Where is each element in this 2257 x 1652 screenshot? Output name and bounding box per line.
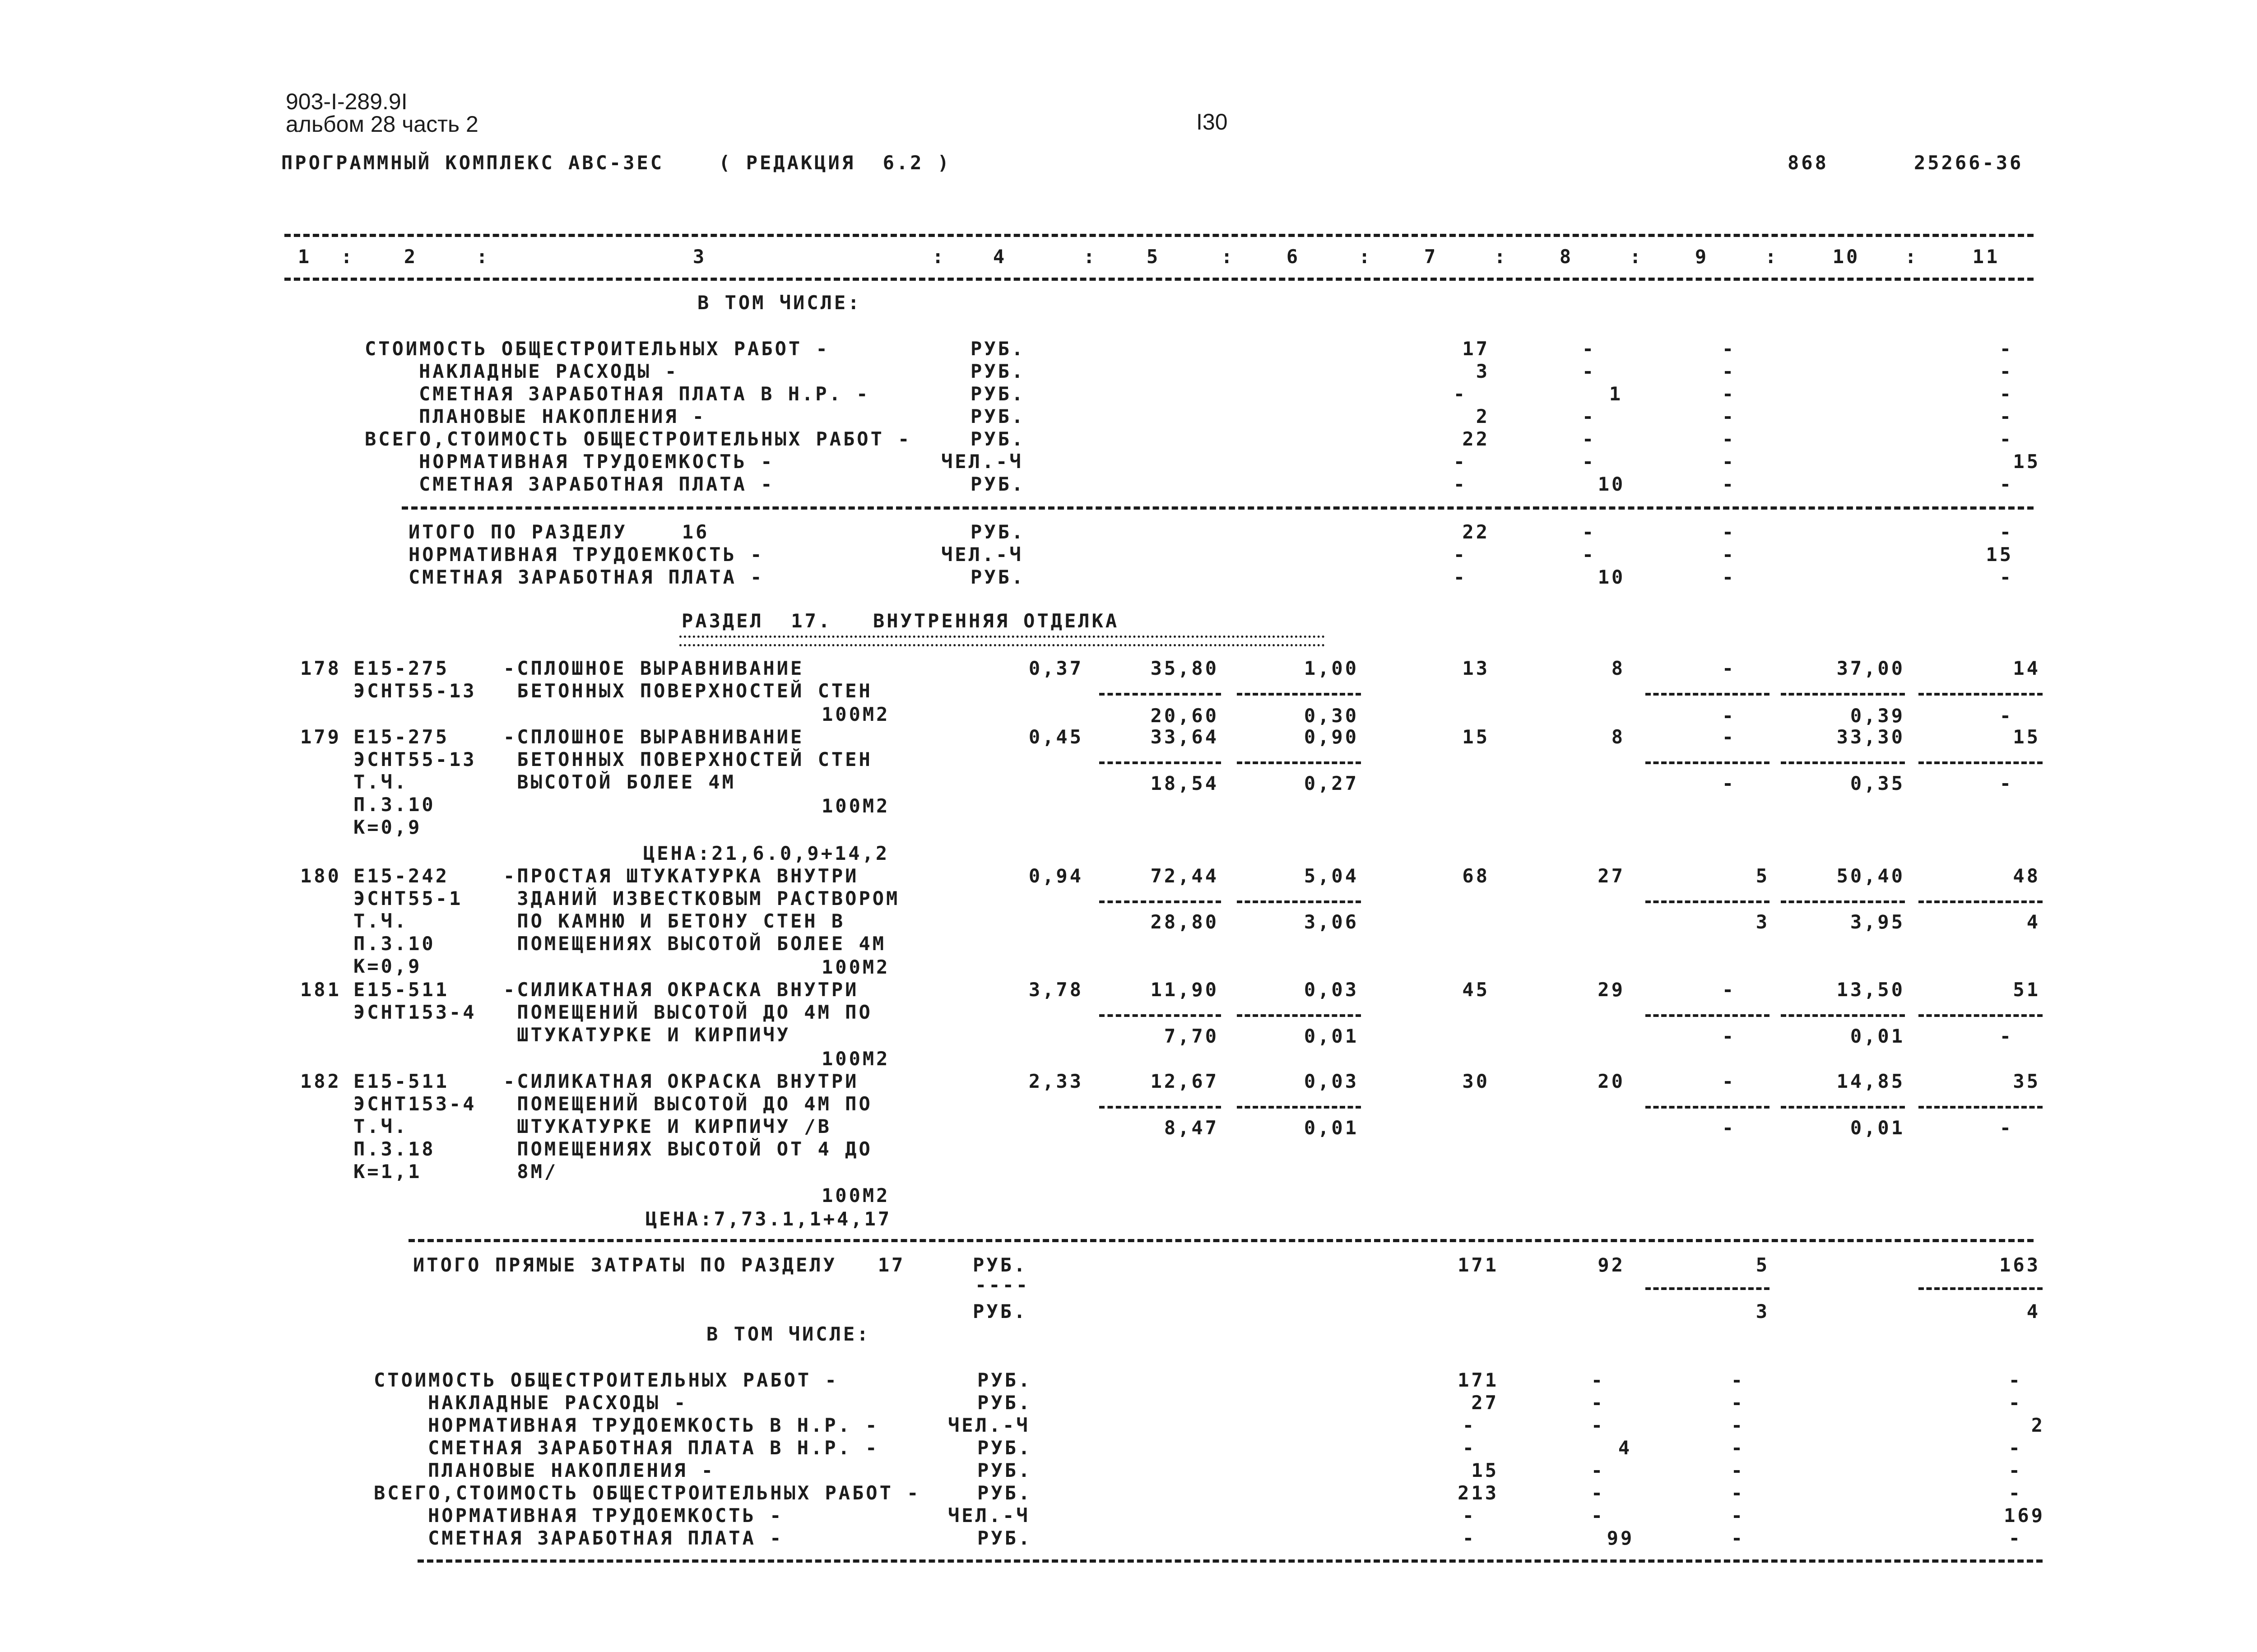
cell-c7: - bbox=[1453, 473, 1467, 495]
item-code: К=1,1 bbox=[353, 1160, 422, 1183]
cell-c7: 30 bbox=[1462, 1070, 1490, 1092]
cell-c7: 15 bbox=[1471, 1459, 1499, 1481]
cell-c11: - bbox=[2008, 1527, 2022, 1549]
cell-c8: 1 bbox=[1609, 383, 1623, 405]
row-unit: РУБ. bbox=[977, 1437, 1032, 1459]
item-desc: ПОМЕЩЕНИЙ ВЫСОТОЙ ДО 4М ПО bbox=[503, 1001, 873, 1023]
row-unit: РУБ. bbox=[971, 383, 1026, 405]
row-unit: ЧЕЛ.-Ч bbox=[941, 450, 1023, 473]
sheet-number: 868 bbox=[1788, 152, 1829, 174]
row-label: НАКЛАДНЫЕ РАСХОДЫ - bbox=[419, 360, 679, 382]
rule bbox=[1099, 693, 1221, 696]
cell-c4: 0,94 bbox=[1028, 865, 1083, 887]
cell-c11: 35 bbox=[2013, 1070, 2040, 1092]
rule bbox=[1918, 761, 2043, 764]
row-unit: РУБ. bbox=[971, 360, 1026, 382]
row-label: СМЕТНАЯ ЗАРАБОТНАЯ ПЛАТА В Н.Р. - bbox=[428, 1437, 879, 1459]
cell-c11: 169 bbox=[2004, 1504, 2045, 1527]
row-label: СМЕТНАЯ ЗАРАБОТНАЯ ПЛАТА - bbox=[409, 566, 764, 588]
row-label: НОРМАТИВНАЯ ТРУДОЕМКОСТЬ - bbox=[419, 450, 775, 473]
cell-c7: - bbox=[1462, 1527, 1476, 1549]
cell-c5: 33,64 bbox=[1150, 726, 1219, 748]
cell-c11: - bbox=[2008, 1437, 2022, 1459]
row-unit: РУБ. bbox=[971, 405, 1026, 427]
cell-c9: 5 bbox=[1755, 1254, 1769, 1276]
col-sep: : bbox=[1083, 246, 1097, 268]
cell-c8: - bbox=[1591, 1392, 1605, 1414]
item-desc: 8М/ bbox=[503, 1160, 558, 1183]
col-num-11: 11 bbox=[1972, 246, 2000, 268]
cell-c9: - bbox=[1722, 657, 1736, 679]
item-code: ЭСНТ153-4 bbox=[353, 1093, 477, 1115]
item-code: ЭСНТ55-13 bbox=[353, 748, 477, 770]
section-rule bbox=[409, 1239, 2034, 1242]
cell-c8: - bbox=[1591, 1459, 1605, 1481]
item-code: Е15-275 bbox=[353, 657, 450, 679]
row-label: НОРМАТИВНАЯ ТРУДОЕМКОСТЬ - bbox=[428, 1504, 784, 1527]
cell-c5b: 7,70 bbox=[1164, 1025, 1219, 1047]
table-header-rule bbox=[284, 278, 2034, 281]
item-desc: -СПЛОШНОЕ ВЫРАВНИВАНИЕ bbox=[503, 726, 804, 748]
cell-c9: - bbox=[1731, 1527, 1745, 1549]
rule bbox=[1645, 900, 1769, 903]
cell-c5: 72,44 bbox=[1150, 865, 1219, 887]
cell-c9: - bbox=[1722, 1070, 1736, 1092]
cell-c11: - bbox=[1999, 383, 2013, 405]
cell-c11: - bbox=[1999, 338, 2013, 360]
rule bbox=[1918, 900, 2043, 903]
cell-c7: 171 bbox=[1458, 1254, 1499, 1276]
cell-c11: - bbox=[2008, 1459, 2022, 1481]
row-unit: РУБ. bbox=[977, 1527, 1032, 1549]
col-sep: : bbox=[1221, 246, 1235, 268]
col-num-10: 10 bbox=[1832, 246, 1860, 268]
rule bbox=[1918, 1106, 2043, 1109]
item-code: ЭСНТ55-1 bbox=[353, 887, 463, 910]
cell-c7: 213 bbox=[1458, 1482, 1499, 1504]
cell-c7: - bbox=[1462, 1414, 1476, 1436]
item-desc: ПОМЕЩЕНИЙ ВЫСОТОЙ ДО 4М ПО bbox=[503, 1093, 873, 1115]
cell-c10: 50,40 bbox=[1836, 865, 1905, 887]
col-sep: : bbox=[341, 246, 355, 268]
cell-c9: - bbox=[1722, 383, 1736, 405]
cell-c10: 14,85 bbox=[1836, 1070, 1905, 1092]
item-desc: ПО КАМНЮ И БЕТОНУ СТЕН В bbox=[503, 910, 845, 932]
cell-c9: - bbox=[1722, 338, 1736, 360]
item-price-formula: ЦЕНА:7,73.1,1+4,17 bbox=[646, 1208, 892, 1230]
cell-c11: - bbox=[2008, 1392, 2022, 1414]
cell-c8: - bbox=[1591, 1504, 1605, 1527]
cell-c4: 3,78 bbox=[1028, 979, 1083, 1001]
rule bbox=[1781, 761, 1905, 764]
rule bbox=[1781, 900, 1905, 903]
cell-c6: 0,03 bbox=[1304, 979, 1359, 1001]
cell-c7: 171 bbox=[1458, 1369, 1499, 1391]
cell-c6: 0,90 bbox=[1304, 726, 1359, 748]
rule bbox=[1918, 1287, 2043, 1290]
total-label: ИТОГО ПРЯМЫЕ ЗАТРАТЫ ПО РАЗДЕЛУ 17 bbox=[413, 1254, 906, 1276]
document-code: 903-I-289.9I bbox=[286, 89, 408, 114]
cell-c6b: 0,01 bbox=[1304, 1025, 1359, 1047]
cell-c10b: 0,01 bbox=[1850, 1025, 1905, 1047]
rule bbox=[1099, 761, 1221, 764]
cell-c11: - bbox=[2008, 1369, 2022, 1391]
section-rule bbox=[402, 506, 2034, 510]
col-num-2: 2 bbox=[404, 246, 418, 268]
item-code: Т.Ч. bbox=[353, 910, 409, 932]
cell-c11b: - bbox=[1999, 772, 2013, 794]
cell-c11: 48 bbox=[2013, 865, 2040, 887]
row-unit: РУБ. bbox=[971, 521, 1026, 543]
cell-c9: - bbox=[1722, 726, 1736, 748]
row-unit: РУБ. bbox=[977, 1369, 1032, 1391]
rule bbox=[1645, 693, 1769, 696]
item-code: К=0,9 bbox=[353, 816, 422, 838]
cell-c8: - bbox=[1582, 360, 1596, 382]
doc-registration-number: 25266-36 bbox=[1914, 152, 2024, 174]
cell-c11: 51 bbox=[2013, 979, 2040, 1001]
rule bbox=[1645, 1106, 1769, 1109]
cell-c8: - bbox=[1582, 405, 1596, 427]
row-unit: РУБ. bbox=[971, 473, 1026, 495]
col-num-7: 7 bbox=[1424, 246, 1438, 268]
rule bbox=[1918, 1014, 2043, 1017]
cell-c8: - bbox=[1591, 1482, 1605, 1504]
item-number: 179 bbox=[300, 726, 341, 748]
cell-c8: 99 bbox=[1607, 1527, 1635, 1549]
item-desc: ВЫСОТОЙ БОЛЕЕ 4М bbox=[503, 771, 736, 793]
cell-c9b: - bbox=[1722, 772, 1736, 794]
unit-underline: ---- bbox=[975, 1274, 1030, 1296]
rule bbox=[1237, 1106, 1361, 1109]
item-desc: -СИЛИКАТНАЯ ОКРАСКА ВНУТРИ bbox=[503, 1070, 859, 1092]
cell-c7: - bbox=[1462, 1437, 1476, 1459]
album-label: альбом 28 часть 2 bbox=[286, 111, 478, 137]
cell-c9: 5 bbox=[1755, 865, 1769, 887]
cell-c9: - bbox=[1722, 405, 1736, 427]
item-code: ЭСНТ153-4 bbox=[353, 1001, 477, 1023]
col-sep: : bbox=[1905, 246, 1919, 268]
item-unit: 100М2 bbox=[822, 1048, 890, 1070]
item-unit: 100М2 bbox=[822, 703, 890, 725]
row-label: НОРМАТИВНАЯ ТРУДОЕМКОСТЬ - bbox=[409, 543, 764, 566]
cell-c11: - bbox=[1999, 521, 2013, 543]
item-code: Е15-511 bbox=[353, 979, 450, 1001]
item-code: П.3.18 bbox=[353, 1138, 436, 1160]
row-unit: ЧЕЛ.-Ч bbox=[948, 1414, 1030, 1436]
program-title: ПРОГРАММНЫЙ КОМПЛЕКС АВС-3ЕС ( РЕДАКЦИЯ 6.2 ) bbox=[281, 152, 952, 174]
cell-c8: - bbox=[1582, 521, 1596, 543]
cell-c7: 15 bbox=[1462, 726, 1490, 748]
rule bbox=[1237, 761, 1361, 764]
cell-c7: - bbox=[1453, 543, 1467, 566]
cell-c8: 29 bbox=[1598, 979, 1625, 1001]
col-num-8: 8 bbox=[1559, 246, 1574, 268]
cell-c7: 13 bbox=[1462, 657, 1490, 679]
col-sep: : bbox=[1630, 246, 1644, 268]
item-number: 182 bbox=[300, 1070, 341, 1092]
item-desc: ЗДАНИЙ ИЗВЕСТКОВЫМ РАСТВОРОМ bbox=[503, 887, 900, 910]
rule bbox=[1645, 1287, 1769, 1290]
cell-c11: 14 bbox=[2013, 657, 2040, 679]
cell-c9b: - bbox=[1722, 705, 1736, 727]
row-unit: РУБ. bbox=[971, 338, 1026, 360]
cell-c9: - bbox=[1722, 428, 1736, 450]
rule bbox=[1781, 1106, 1905, 1109]
item-code: Е15-275 bbox=[353, 726, 450, 748]
row-label: СТОИМОСТЬ ОБЩЕСТРОИТЕЛЬНЫХ РАБОТ - bbox=[374, 1369, 839, 1391]
subheading: В ТОМ ЧИСЛЕ: bbox=[706, 1323, 871, 1345]
cell-c8: 10 bbox=[1598, 473, 1625, 495]
item-desc: -ПРОСТАЯ ШТУКАТУРКА ВНУТРИ bbox=[503, 865, 859, 887]
cell-c9: - bbox=[1731, 1369, 1745, 1391]
row-label: СТОИМОСТЬ ОБЩЕСТРОИТЕЛЬНЫХ РАБОТ - bbox=[365, 338, 830, 360]
row-unit: РУБ. bbox=[977, 1482, 1032, 1504]
item-desc: -СИЛИКАТНАЯ ОКРАСКА ВНУТРИ bbox=[503, 979, 859, 1001]
cell-c6b: 0,30 bbox=[1304, 705, 1359, 727]
cell-c11b: 4 bbox=[2026, 1300, 2040, 1323]
cell-c11b: - bbox=[1999, 1117, 2013, 1139]
row-label: ПЛАНОВЫЕ НАКОПЛЕНИЯ - bbox=[419, 405, 706, 427]
cell-c5b: 8,47 bbox=[1164, 1117, 1219, 1139]
item-code: П.3.10 bbox=[353, 933, 436, 955]
item-code: Т.Ч. bbox=[353, 1115, 409, 1137]
cell-c6b: 3,06 bbox=[1304, 911, 1359, 933]
cell-c9b: 3 bbox=[1755, 1300, 1769, 1323]
col-num-4: 4 bbox=[993, 246, 1007, 268]
cell-c7: 2 bbox=[1476, 405, 1490, 427]
cell-c7: 3 bbox=[1476, 360, 1490, 382]
cell-c11: 15 bbox=[2013, 450, 2040, 473]
row-unit: ЧЕЛ.-Ч bbox=[941, 543, 1023, 566]
col-sep: : bbox=[1494, 246, 1508, 268]
cell-c8: 8 bbox=[1611, 657, 1625, 679]
cell-c9: - bbox=[1731, 1504, 1745, 1527]
cell-c7: 27 bbox=[1471, 1392, 1499, 1414]
cell-c5: 35,80 bbox=[1150, 657, 1219, 679]
cell-c11: - bbox=[1999, 405, 2013, 427]
cell-c10b: 0,35 bbox=[1850, 772, 1905, 794]
cell-c8: 10 bbox=[1598, 566, 1625, 588]
cell-c7: 17 bbox=[1462, 338, 1490, 360]
cell-c6: 1,00 bbox=[1304, 657, 1359, 679]
cell-c8: - bbox=[1582, 543, 1596, 566]
cell-c11b: - bbox=[1999, 705, 2013, 727]
col-num-3: 3 bbox=[692, 246, 707, 268]
row-label: ВСЕГО,СТОИМОСТЬ ОБЩЕСТРОИТЕЛЬНЫХ РАБОТ - bbox=[365, 428, 912, 450]
row-unit: РУБ. bbox=[971, 566, 1026, 588]
cell-c10b: 0,39 bbox=[1850, 705, 1905, 727]
page-number: I30 bbox=[1196, 109, 1228, 135]
rule bbox=[1237, 693, 1361, 696]
item-price-formula: ЦЕНА:21,6.0,9+14,2 bbox=[643, 842, 890, 864]
row-label: СМЕТНАЯ ЗАРАБОТНАЯ ПЛАТА В Н.Р. - bbox=[419, 383, 870, 405]
rule bbox=[1099, 1014, 1221, 1017]
rule bbox=[1099, 900, 1221, 903]
section-title: РАЗДЕЛ 17. ВНУТРЕННЯЯ ОТДЕЛКА bbox=[682, 610, 1119, 632]
cell-c11: - bbox=[1999, 566, 2013, 588]
row-unit: РУБ. bbox=[973, 1300, 1028, 1323]
rule bbox=[1645, 1014, 1769, 1017]
row-label: СМЕТНАЯ ЗАРАБОТНАЯ ПЛАТА - bbox=[428, 1527, 784, 1549]
col-num-9: 9 bbox=[1695, 246, 1709, 268]
cell-c4: 2,33 bbox=[1028, 1070, 1083, 1092]
cell-c9: - bbox=[1731, 1414, 1745, 1436]
cell-c8: 27 bbox=[1598, 865, 1625, 887]
rule bbox=[1918, 693, 2043, 696]
cell-c9b: - bbox=[1722, 1117, 1736, 1139]
cell-c9: - bbox=[1731, 1437, 1745, 1459]
col-sep: : bbox=[932, 246, 946, 268]
row-unit: РУБ. bbox=[973, 1254, 1028, 1276]
cell-c7: - bbox=[1453, 450, 1467, 473]
cell-c8: - bbox=[1591, 1414, 1605, 1436]
cell-c4: 0,45 bbox=[1028, 726, 1083, 748]
row-label: ПЛАНОВЫЕ НАКОПЛЕНИЯ - bbox=[428, 1459, 715, 1481]
cell-c7: 45 bbox=[1462, 979, 1490, 1001]
row-label: НОРМАТИВНАЯ ТРУДОЕМКОСТЬ В Н.Р. - bbox=[428, 1414, 879, 1436]
table-top-rule bbox=[284, 234, 2034, 237]
item-desc: ПОМЕЩЕНИЯХ ВЫСОТОЙ ОТ 4 ДО bbox=[503, 1138, 873, 1160]
item-number: 178 bbox=[300, 657, 341, 679]
cell-c11: 15 bbox=[2013, 726, 2040, 748]
cell-c11b: - bbox=[1999, 1025, 2013, 1047]
rule bbox=[1237, 900, 1361, 903]
cell-c7: 22 bbox=[1462, 428, 1490, 450]
col-sep: : bbox=[1765, 246, 1779, 268]
rule bbox=[1781, 1014, 1905, 1017]
col-num-5: 5 bbox=[1146, 246, 1161, 268]
cell-c11: 15 bbox=[1986, 543, 2013, 566]
cell-c4: 0,37 bbox=[1028, 657, 1083, 679]
cell-c9: - bbox=[1731, 1459, 1745, 1481]
col-sep: : bbox=[476, 246, 490, 268]
cell-c5b: 18,54 bbox=[1150, 772, 1219, 794]
row-unit: РУБ. bbox=[977, 1459, 1032, 1481]
cell-c8: 8 bbox=[1611, 726, 1625, 748]
cell-c9: - bbox=[1722, 450, 1736, 473]
cell-c8: - bbox=[1582, 338, 1596, 360]
cell-c9: - bbox=[1722, 473, 1736, 495]
item-desc: БЕТОННЫХ ПОВЕРХНОСТЕЙ СТЕН bbox=[503, 680, 873, 702]
cell-c6: 5,04 bbox=[1304, 865, 1359, 887]
cell-c10b: 0,01 bbox=[1850, 1117, 1905, 1139]
cell-c10: 37,00 bbox=[1836, 657, 1905, 679]
row-label: НАКЛАДНЫЕ РАСХОДЫ - bbox=[428, 1392, 688, 1414]
cell-c11: - bbox=[1999, 473, 2013, 495]
col-sep: : bbox=[1359, 246, 1373, 268]
item-number: 180 bbox=[300, 865, 341, 887]
cell-c9: - bbox=[1722, 979, 1736, 1001]
cell-c9: - bbox=[1722, 521, 1736, 543]
cell-c8: 92 bbox=[1598, 1254, 1625, 1276]
item-desc: ШТУКАТУРКЕ И КИРПИЧУ bbox=[503, 1024, 791, 1046]
item-desc: БЕТОННЫХ ПОВЕРХНОСТЕЙ СТЕН bbox=[503, 748, 873, 770]
cell-c8: - bbox=[1582, 450, 1596, 473]
cell-c6: 0,03 bbox=[1304, 1070, 1359, 1092]
item-unit: 100М2 bbox=[822, 1184, 890, 1207]
item-code: Т.Ч. bbox=[353, 771, 409, 793]
cell-c5b: 20,60 bbox=[1150, 705, 1219, 727]
item-code: П.3.10 bbox=[353, 794, 436, 816]
item-unit: 100М2 bbox=[822, 956, 890, 978]
cell-c6b: 0,01 bbox=[1304, 1117, 1359, 1139]
cell-c9: - bbox=[1731, 1392, 1745, 1414]
row-label: ВСЕГО,СТОИМОСТЬ ОБЩЕСТРОИТЕЛЬНЫХ РАБОТ - bbox=[374, 1482, 921, 1504]
item-desc: ПОМЕЩЕНИЯХ ВЫСОТОЙ БОЛЕЕ 4М bbox=[503, 933, 887, 955]
cell-c7: - bbox=[1453, 383, 1467, 405]
item-code: ЭСНТ55-13 bbox=[353, 680, 477, 702]
rule bbox=[1645, 761, 1769, 764]
row-unit: РУБ. bbox=[971, 428, 1026, 450]
section-title-underline bbox=[679, 636, 1325, 646]
cell-c10b: 3,95 bbox=[1850, 911, 1905, 933]
subheading: В ТОМ ЧИСЛЕ: bbox=[697, 292, 862, 314]
item-desc: ШТУКАТУРКЕ И КИРПИЧУ /В bbox=[503, 1115, 831, 1137]
cell-c9: - bbox=[1722, 543, 1736, 566]
col-num-6: 6 bbox=[1286, 246, 1300, 268]
cell-c11: 2 bbox=[2031, 1414, 2045, 1436]
rule bbox=[1237, 1014, 1361, 1017]
cell-c7: 68 bbox=[1462, 865, 1490, 887]
rule bbox=[1781, 693, 1905, 696]
cell-c11: - bbox=[1999, 428, 2013, 450]
row-unit: ЧЕЛ.-Ч bbox=[948, 1504, 1030, 1527]
cell-c5b: 28,80 bbox=[1150, 911, 1219, 933]
cell-c7: - bbox=[1462, 1504, 1476, 1527]
cell-c9: - bbox=[1722, 566, 1736, 588]
cell-c11: - bbox=[2008, 1482, 2022, 1504]
rule bbox=[1099, 1106, 1221, 1109]
cell-c5: 12,67 bbox=[1150, 1070, 1219, 1092]
cell-c8: 20 bbox=[1598, 1070, 1625, 1092]
item-code: К=0,9 bbox=[353, 955, 422, 977]
row-label: СМЕТНАЯ ЗАРАБОТНАЯ ПЛАТА - bbox=[419, 473, 775, 495]
cell-c8: 4 bbox=[1618, 1437, 1632, 1459]
cell-c7: 22 bbox=[1462, 521, 1490, 543]
item-code: Е15-511 bbox=[353, 1070, 450, 1092]
item-unit: 100М2 bbox=[822, 795, 890, 817]
cell-c9b: - bbox=[1722, 1025, 1736, 1047]
item-code: Е15-242 bbox=[353, 865, 450, 887]
cell-c11: - bbox=[1999, 360, 2013, 382]
cell-c5: 11,90 bbox=[1150, 979, 1219, 1001]
cell-c8: - bbox=[1591, 1369, 1605, 1391]
cell-c11b: 4 bbox=[2026, 911, 2040, 933]
cell-c9b: 3 bbox=[1755, 911, 1769, 933]
cell-c7: - bbox=[1453, 566, 1467, 588]
item-desc: -СПЛОШНОЕ ВЫРАВНИВАНИЕ bbox=[503, 657, 804, 679]
total-label: ИТОГО ПО РАЗДЕЛУ 16 bbox=[409, 521, 710, 543]
col-num-1: 1 bbox=[297, 246, 312, 268]
cell-c10: 13,50 bbox=[1836, 979, 1905, 1001]
row-unit: РУБ. bbox=[977, 1392, 1032, 1414]
table-bottom-rule bbox=[418, 1559, 2043, 1563]
cell-c11: 163 bbox=[1999, 1254, 2040, 1276]
item-number: 181 bbox=[300, 979, 341, 1001]
cell-c9: - bbox=[1722, 360, 1736, 382]
cell-c8: - bbox=[1582, 428, 1596, 450]
cell-c10: 33,30 bbox=[1836, 726, 1905, 748]
cell-c9: - bbox=[1731, 1482, 1745, 1504]
cell-c6b: 0,27 bbox=[1304, 772, 1359, 794]
